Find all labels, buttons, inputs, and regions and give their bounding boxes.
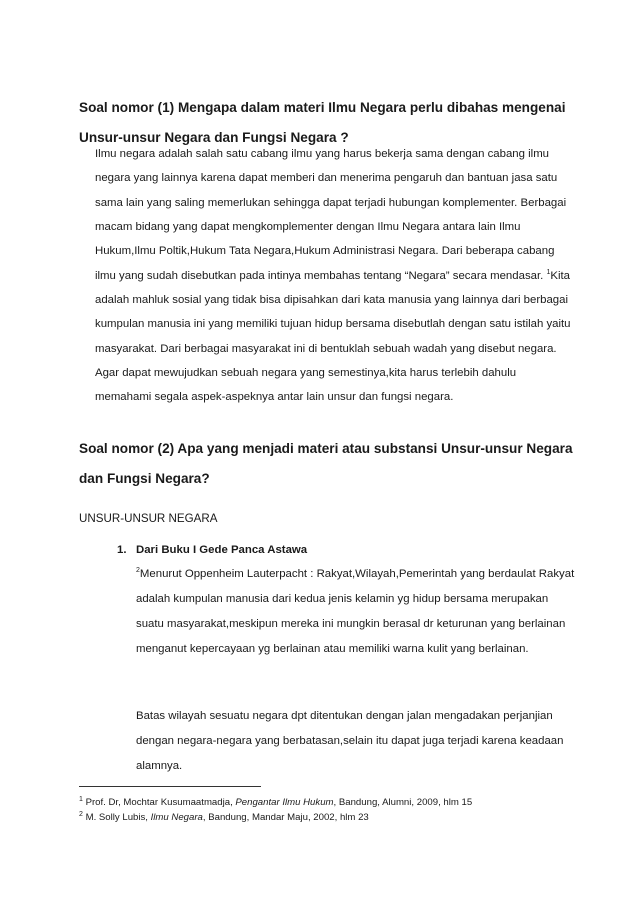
list-item-1-paragraph-2: Batas wilayah sesuatu negara dpt ditentukan dengan jalan mengadakan perjanjian dengan negara-negara yang berbatasan,selain itu dapat juga terjadi karena keadaan alamnya.	[136, 710, 564, 773]
footnote-1-mark: 1	[79, 795, 83, 803]
footnote-2-text-after: , Bandung, Mandar Maju, 2002, hlm 23	[202, 812, 369, 823]
list-item-1-number: 1.	[117, 544, 127, 556]
answer-1-text-part-2: Kita adalah mahluk sosial yang tidak bisa dipisahkan dari kata manusia yang lainnya dari berbagai kumpulan manusia ini yang memiliki tujuan hidup bersama disebutlah dengan satu istilah yaitu masyarakat. Dari berbagai masyarakat ini di bentuklah sebuah wadah yang disebut negara. Agar dapat mewujudkan sebuah negara yang semestinya,kita harus terlebih dahulu memahami segala aspek-aspeknya antar lain unsur dan fungsi negara.	[95, 269, 571, 404]
footnote-ref-2[interactable]: 2	[136, 567, 140, 575]
list-item-1-title: Dari Buku I Gede Panca Astawa	[136, 544, 308, 556]
footnote-2	[79, 811, 369, 825]
answer-1-paragraph	[95, 142, 573, 410]
footnote-2-book-title: Ilmu Negara	[150, 812, 203, 823]
question-2-line-2: dan Fungsi Negara?	[79, 471, 210, 486]
list-item-1-paragraph-1-text: Menurut Oppenheim Lauterpacht : Rakyat,Wilayah,Pemerintah yang berdaulat Rakyat adalah kumpulan manusia dari kedua jenis kelamin yg hidup bersama merupakan suatu masyarakat,meskipun mereka ini mungkin berasal dr keturunan yang berlainan menganut kepercayaan yg berlainan atau memiliki warna kulit yang berlainan.	[136, 568, 575, 656]
list-item-1-paragraph-1	[136, 562, 576, 662]
question-2-heading	[79, 434, 579, 494]
footnote-1-book-title: Pengantar Ilmu Hukum	[235, 797, 334, 808]
list-item-1-heading	[117, 540, 307, 560]
footnote-1	[79, 796, 472, 810]
footnote-1-text-before: Prof. Dr, Mochtar Kusumaatmadja,	[82, 797, 236, 808]
section-heading: UNSUR-UNSUR NEGARA	[79, 512, 218, 525]
footnote-2-text-before: M. Solly Lubis,	[82, 812, 151, 823]
footnote-divider	[79, 786, 261, 787]
question-1-line-1: Soal nomor (1) Mengapa dalam materi Ilmu Negara perlu dibahas mengenai	[79, 100, 566, 115]
footnote-2-mark: 2	[79, 810, 83, 818]
question-1-line-2: Unsur-unsur Negara dan Fungsi Negara ?	[79, 130, 349, 145]
footnote-ref-1[interactable]: 1	[546, 268, 551, 276]
question-2-line-1: Soal nomor (2) Apa yang menjadi materi atau substansi Unsur-unsur Negara	[79, 441, 573, 456]
answer-1-text-part-1: Ilmu negara adalah salah satu cabang ilmu yang harus bekerja sama dengan cabang ilmu negara yang lainnya karena dapat memberi dan menerima pengaruh dan bantuan jasa satu sama lain yang saling memerlukan sehingga dapat terjadi hubungan komplementer. Berbagai macam bidang yang dapat mengkomplementer dengan Ilmu Negara antara lain Ilmu Hukum,Ilmu Poltik,Hukum Tata Negara,Hukum Administrasi Negara. Dari beberapa cabang ilmu yang sudah disebutkan pada intinya membahas tentang “Negara” secara mendasar.	[95, 148, 567, 282]
footnote-1-text-after: , Bandung, Alumni, 2009, hlm 15	[333, 797, 473, 808]
